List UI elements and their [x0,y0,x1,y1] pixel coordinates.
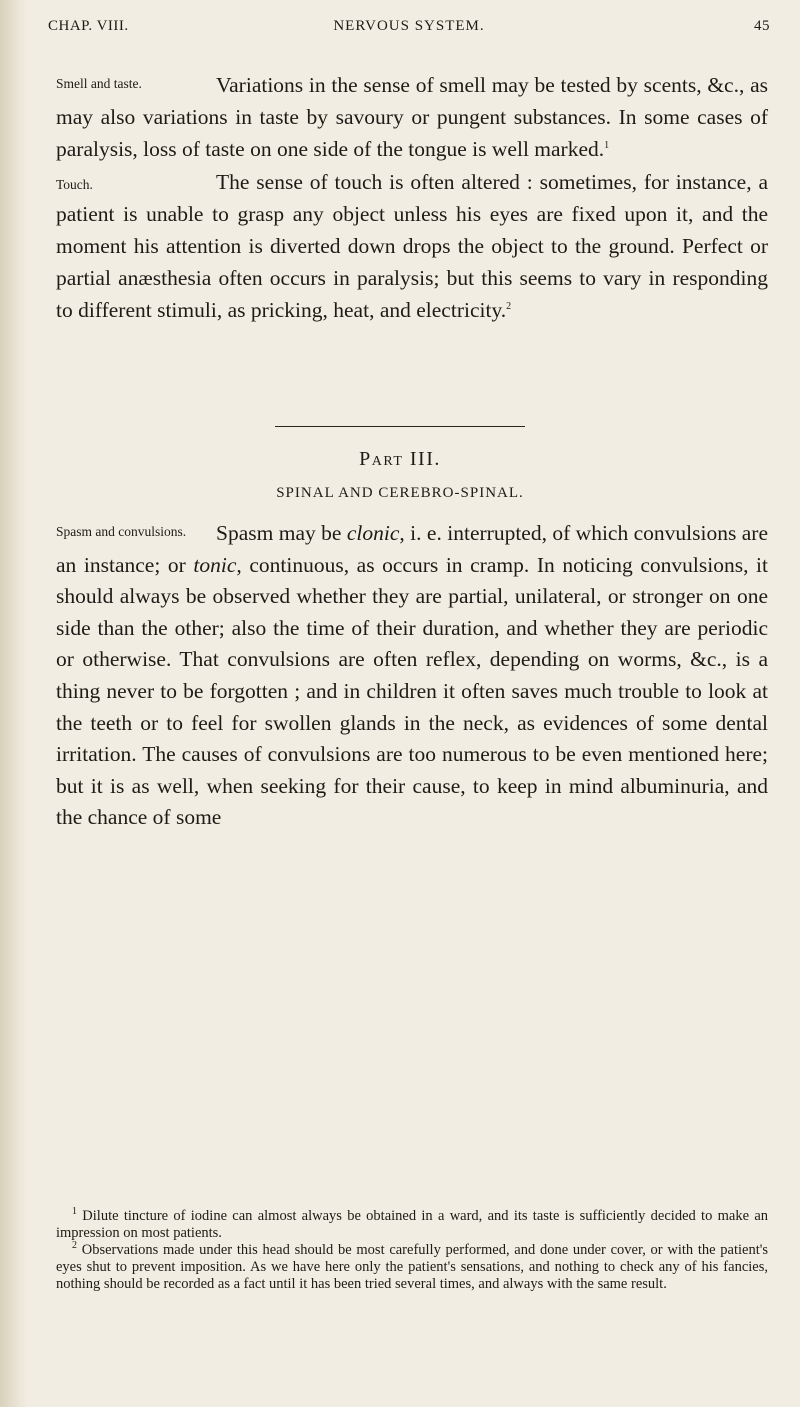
sidenote-touch: Touch. [56,177,93,193]
chapter-label: CHAP. VIII. [48,18,129,34]
running-head [48,18,770,44]
paragraph-smell-text: Variations in the sense of smell may be tested by scents, &c., as may also variations in taste by savoury or pungent substances. In some cases of paralysis, loss of taste on one side of the tongue is well marked. [56,73,768,161]
body-text-upper [56,70,768,326]
footnotes [56,1208,768,1293]
footnote-ref-2: 2 [506,300,512,312]
part-subheading: SPINAL AND CEREBRO-SPINAL. [276,485,524,501]
page-edge-shadow [0,0,28,1407]
term-clonic: clonic [346,521,400,545]
section-divider [275,426,525,427]
paragraph-spasm-text-a: Spasm may be [216,521,347,545]
part-heading: Part III. [359,448,441,470]
footnote-2-text: Observations made under this head should be most carefully performed, and done under cover, or with the patient's eyes shut to prevent imposition. As we have here only the patient's sensations, and nothing to check any of his fancies, nothing should be recorded as a fact until it has been tried several times, and always with the same result. [56,1242,769,1292]
footnote-1 [56,1208,768,1242]
footnote-1-mark: 1 [72,1206,77,1218]
paragraph-touch [56,167,768,326]
footnote-2-mark: 2 [72,1240,77,1252]
paragraph-spasm [56,518,768,834]
footnote-ref-1: 1 [604,139,610,151]
sidenote-spasm: Spasm and convulsions. [56,524,187,539]
body-text-lower [56,518,768,834]
page-number: 45 [754,18,770,34]
term-tonic: tonic [193,552,237,577]
sidenote-smell: Smell and taste. [56,76,142,91]
paragraph-touch-text: The sense of touch is often altered : sometimes, for instance, a patient is unable to grasp any object unless his eyes are fixed upon it, and the moment his attention is diverted down drops the object to the ground. Perfect or partial anæsthesia often occurs in paralysis; but this seems to vary in responding to different stimuli, as pricking, heat, and electricity. [56,170,768,322]
paragraph-spasm-text-c: , continuous, as occurs in cramp. In noticing convulsions, it should always be observed whether they are partial, unilateral, or stronger on one side than the other; also the time of their duration, and whether they are periodic or otherwise. That convulsions are often reflex, depending on worms, &c., is a thing never to be forgotten ; and in children it often saves much trouble to look at the teeth or to feel for swollen glands in the neck, as evidences of some dental irritation. The causes of convulsions are too numerous to be even mentioned here; but it is as well, when seeking for their cause, to keep in mind albuminuria, and the chance of some [56,552,768,830]
paragraph-spasm-text-b: , i. e. interrupted, of which convulsions are an instance; or [56,521,768,577]
section-title: NERVOUS SYSTEM. [333,18,485,34]
paragraph-smell [56,70,768,165]
footnote-1-text: Dilute tincture of iodine can almost always be obtained in a ward, and its taste is sufficiently decided to make an impression on most patients. [56,1208,768,1241]
footnote-2 [56,1242,768,1293]
